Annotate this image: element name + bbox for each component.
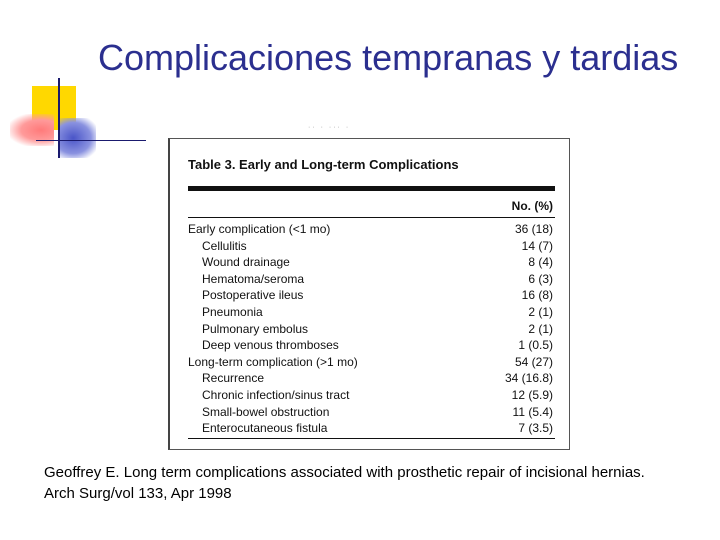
row-label: Long-term complication (>1 mo) (188, 354, 358, 369)
table-body (188, 221, 553, 437)
table-row (188, 221, 553, 238)
citation (44, 462, 704, 504)
row-value: 6 (3) (528, 271, 553, 286)
table-header-rule (188, 217, 555, 218)
row-label: Deep venous thromboses (202, 338, 339, 353)
table-bottom-rule (188, 438, 555, 439)
row-label: Recurrence (202, 371, 265, 386)
citation-journal: Arch Surg/vol 133, Apr 1998 (44, 485, 232, 502)
row-value: 1 (0.5) (518, 338, 553, 353)
row-label: Small-bowel obstruction (202, 404, 330, 419)
row-value: 7 (3.5) (518, 421, 553, 436)
table-row (188, 337, 553, 354)
row-label: Chronic infection/sinus tract (202, 387, 350, 402)
row-label: Pulmonary embolus (202, 321, 309, 336)
slide-title: Complicaciones tempranas y tardias (98, 37, 679, 78)
row-value: 16 (8) (521, 288, 553, 303)
table-row (188, 370, 553, 387)
row-value: 54 (27) (514, 354, 553, 369)
table-row (188, 387, 553, 404)
table-row (188, 321, 553, 338)
row-label: Enterocutaneous fistula (202, 421, 328, 436)
table-row (188, 404, 553, 421)
table-row (188, 354, 553, 371)
slide-ornament-red-glow (10, 114, 54, 146)
table-column-header: No. (%) (511, 199, 553, 213)
row-value: 36 (18) (514, 222, 553, 236)
row-value: 34 (16.8) (504, 371, 553, 386)
row-label: Pneumonia (202, 304, 263, 319)
row-value: 8 (4) (528, 255, 553, 270)
scan-artifact: ·· · ··· · (308, 124, 351, 131)
table-row (188, 238, 553, 255)
row-label: Early complication (<1 mo) (188, 222, 331, 236)
citation-reference: Geoffrey E. Long term complications associated with prosthetic repair of incisional hernias. (44, 464, 645, 481)
table-row (188, 420, 553, 437)
row-label: Cellulitis (202, 238, 247, 253)
row-value: 14 (7) (521, 238, 553, 253)
table-row (188, 254, 553, 271)
table-title: Table 3. Early and Long-term Complications (188, 157, 459, 172)
row-label: Wound drainage (202, 255, 290, 270)
table-row (188, 271, 553, 288)
slide-ornament-blue-glow (58, 118, 96, 158)
row-value: 2 (1) (528, 321, 553, 336)
slide-ornament-vertical-line (58, 78, 60, 158)
row-value: 2 (1) (528, 304, 553, 319)
row-label: Hematoma/seroma (202, 271, 305, 286)
table-row (188, 304, 553, 321)
row-value: 12 (5.9) (511, 387, 553, 402)
complications-table (168, 138, 570, 450)
slide-ornament-horizontal-line (36, 140, 146, 141)
row-label: Postoperative ileus (202, 288, 304, 303)
row-value: 11 (5.4) (512, 404, 553, 419)
table-top-rule (188, 186, 555, 191)
table-row (188, 287, 553, 304)
